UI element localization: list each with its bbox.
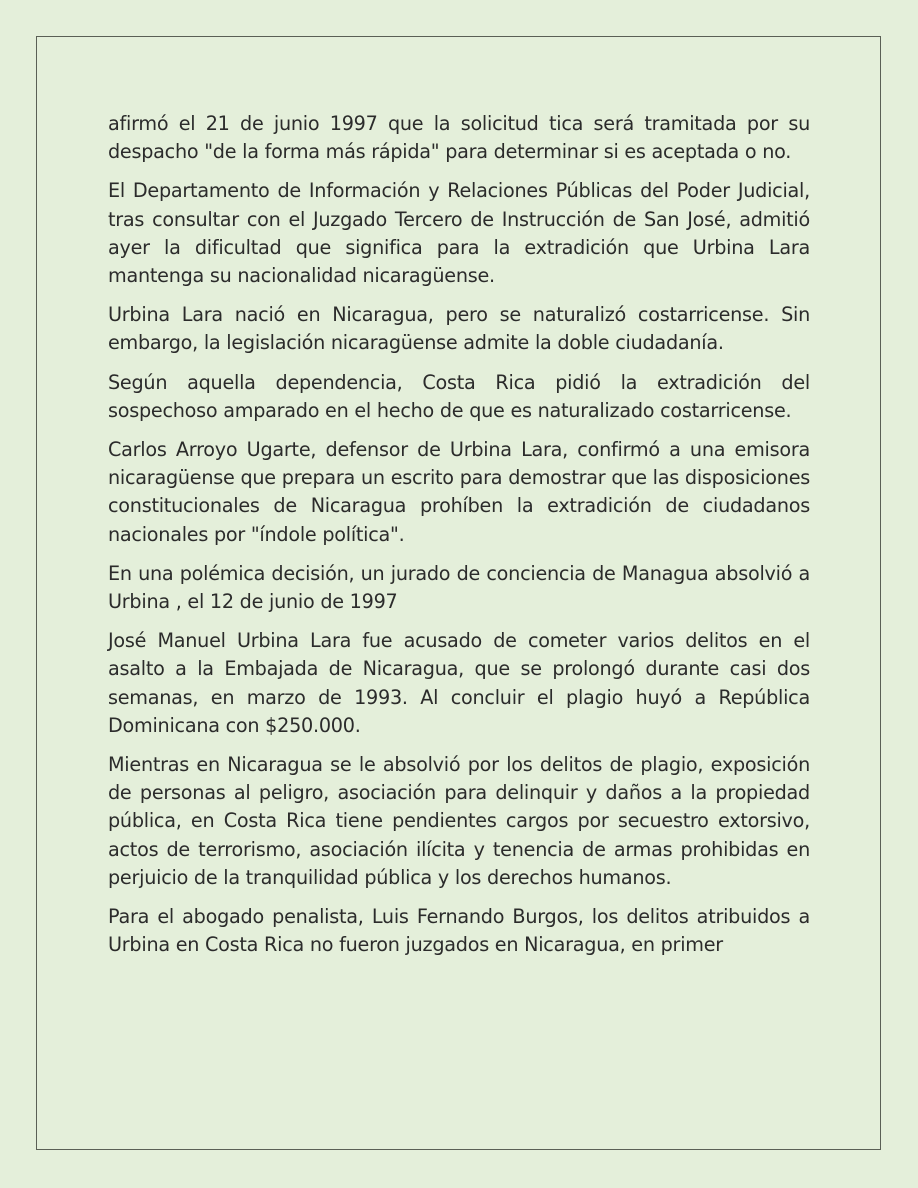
paragraph-6: En una polémica decisión, un jurado de conciencia de Managua absolvió a Urbina , el 12 de junio de 1997	[108, 561, 810, 614]
paragraph-9: Para el abogado penalista, Luis Fernando Burgos, los delitos atribuidos a Urbina en Costa Rica no fueron juzgados en Nicaragua, en primer	[108, 905, 810, 957]
paragraph-2: El Departamento de Información y Relaciones Públicas del Poder Judicial, tras consultar con el Juzgado Tercero de Instrucción de San José, admitió ayer la dificultad que significa para la extradición que Urbina Lara mantenga su nacionalidad nicaragüense.	[108, 179, 810, 288]
paragraph-3: Urbina Lara nació en Nicaragua, pero se naturalizó costarricense. Sin embargo, la legislación nicaragüense admite la doble ciudadanía.	[108, 303, 810, 355]
paragraph-7: José Manuel Urbina Lara fue acusado de cometer varios delitos en el asalto a la Embajada de Nicaragua, que se prolongó durante casi dos semanas, en marzo de 1993. Al concluir el plagio huyó a República Dominicana con $250.000.	[108, 629, 810, 737]
paragraph-5: Carlos Arroyo Ugarte, defensor de Urbina Lara, confirmó a una emisora nicaragüense que prepara un escrito para demostrar que las disposiciones constitucionales de Nicaragua prohíben la extradición de ciudadanos nacionales por "índole política".	[108, 438, 810, 546]
paragraph-1: afirmó el 21 de junio 1997 que la solicitud tica será tramitada por su despacho "de la forma más rápida" para determinar si es aceptada o no.	[108, 112, 810, 164]
paragraph-4: Según aquella dependencia, Costa Rica pidió la extradición del sospechoso amparado en el hecho de que es naturalizado costarricense.	[108, 370, 810, 422]
document-body	[108, 110, 810, 970]
paragraph-8: Mientras en Nicaragua se le absolvió por los delitos de plagio, exposición de personas al peligro, asociación para delinquir y daños a la propiedad pública, en Costa Rica tiene pendientes cargos por secuestro extorsivo, actos de terrorismo, asociación ilícita y tenencia de armas prohibidas en perjuicio de la tranquilidad pública y los derechos humanos.	[108, 753, 810, 889]
